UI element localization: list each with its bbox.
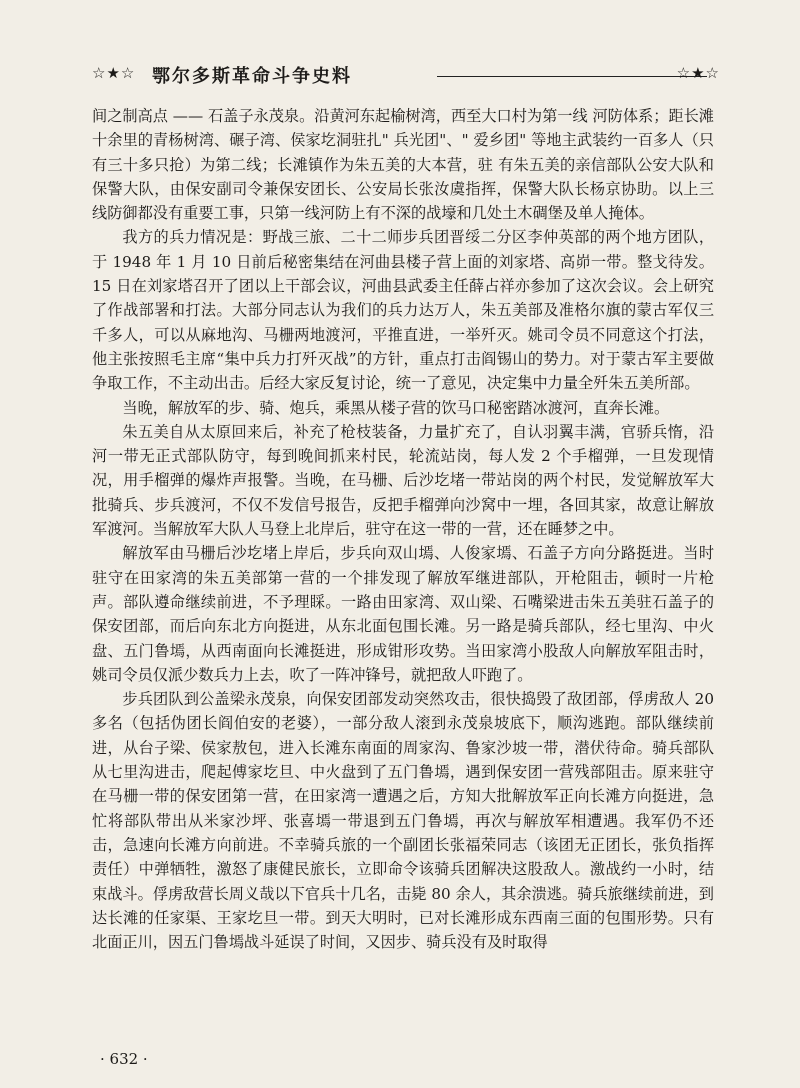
- body-paragraph-6: 步兵团队到公盖梁永茂泉，向保安团部发动突然攻击，很快捣毁了敌团部，俘虏敌人 20 多名（包括伪团长阎伯安的老婆），一部分敌人滚到永茂泉坡底下，顺沟逃跑。部队继续前进，从台子梁、侯家敖包，进入长滩东南面的周家沟、鲁家沙坡一带，潜伏待命。骑兵部队从七里沟进击，爬起傅家圪旦、中火盘到了五门鲁墕，遇到保安团一营残部阻击。原来驻守在马栅一带的保安团第一营，在田家湾一遭遇之后，方知大批解放军正向长滩方向挺进，急忙将部队带出从米家沙坪、张喜墕一带退到五门鲁墕，再次与解放军相遭遇。我军仍不还击，急速向长滩方向前进。不幸骑兵旅的一个副团长张福荣同志（该团无正团长，张负指挥责任）中弹牺牲，激怒了康健民旅长，立即命令该骑兵团解决这股敌人。激战约一小时，结束战斗。俘虏敌营长周义哉以下官兵十几名，击毙 80 余人，其余溃逃。骑兵旅继续前进，到达长滩的任家渠、王家圪旦一带。到天大明时，已对长滩形成东西南三面的包围形势。只有北面正川，因五门鲁墕战斗延误了时间，又因步、骑兵没有及时取得: [92, 690, 714, 952]
- body-paragraph-1: 间之制高点 —— 石盖子永茂泉。沿黄河东起榆树湾，西至大口村为第一线 河防体系；距长滩十余里的青杨树湾、碾子湾、侯家圪洞驻扎" 兵光团"、" 爱乡团" 等地主武装约一百多人（只有三十多只抢）为第二线；长滩镇作为朱五美的大本营，驻 有朱五美的亲信部队公安大队和保警大队，由保安副司令兼保安团长、公安局长张汝虞指挥，保警大队长杨京协助。以上三线防御都没有重要工事，只第一线河防上有不深的战壕和几处土木碉堡及单人掩体。: [92, 107, 714, 223]
- body-paragraph-4: 朱五美自从太原回来后，补充了枪枝装备，力量扩充了，自认羽翼丰满，官骄兵惰，沿河一带无正式部队防守，每到晚间抓来村民，轮流站岗，每人发 2 个手榴弹，一旦发现情况，用手榴弹的爆炸声报警。当晚，在马栅、后沙圪堵一带站岗的两个村民，发觉解放军大批骑兵、步兵渡河，不仅不发信号报告，反把手榴弹向沙窝中一埋，各回其家，故意让解放军渡河。当解放军大队人马登上北岸后，驻守在这一带的一营，还在睡梦之中。: [92, 422, 714, 539]
- page-header: [92, 60, 720, 96]
- header-rule: [437, 76, 707, 77]
- body-paragraph-2: 我方的兵力情况是：野战三旅、二十二师步兵团晋绥二分区李仲英部的两个地方团队，于 1948 年 1 月 10 日前后秘密集结在河曲县楼子营上面的刘家塔、高峁一带。整戈待发。15 日在刘家塔召开了团以上干部会议，河曲县武委主任薛占祥亦参加了这次会议。会上研究了作战部署和打法。大部分同志认为我们的兵力达万人，朱五美部及准格尔旗的蒙古军仅三千多人，可以从麻地沟、马栅两地渡河，平推直进，一举歼灭。姚司令员不同意这个打法，他主张按照毛主席“集中兵力打歼灭战”的方针，重点打击阎锡山的势力。对于蒙古军主要做争取工作，不主动出击。后经大家反复讨论，统一了意见，决定集中力量全歼朱五美所部。: [92, 228, 714, 393]
- running-header-title: 鄂尔多斯革命斗争史料: [152, 66, 352, 87]
- page-number: · 632 ·: [100, 1050, 148, 1068]
- body-paragraph-5: 解放军由马栅后沙圪堵上岸后，步兵向双山墕、人俊家墕、石盖子方向分路挺进。当时驻守在田家湾的朱五美部第一营的一个排发现了解放军继进部队，开枪阻击，顿时一片枪声。部队遵命继续前进，不予理睬。一路由田家湾、双山梁、石嘴梁进击朱五美驻石盖子的保安团部，而后向东北方向挺进，从东北面包围长滩。另一路是骑兵部队，经七里沟、中火盘、五门鲁墕，从西南面向长滩挺进，形成钳形攻势。当田家湾小股敌人向解放军阻击时，姚司令员仅派少数兵力上去，吹了一阵冲锋号，就把敌人吓跑了。: [92, 544, 714, 684]
- header-stars-left: ☆★☆: [92, 64, 136, 82]
- page-body: [92, 104, 714, 954]
- header-stars-right: ☆★☆: [676, 64, 720, 82]
- body-paragraph-3: 当晚，解放军的步、骑、炮兵，乘黑从楼子营的饮马口秘密踏冰渡河，直奔长滩。: [122, 398, 670, 417]
